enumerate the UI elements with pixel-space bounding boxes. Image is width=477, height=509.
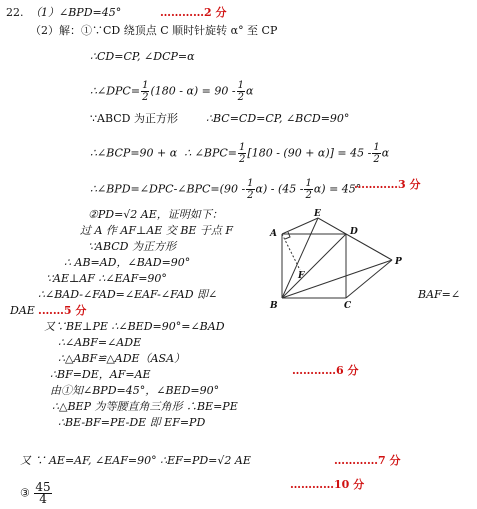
label-e: E bbox=[314, 209, 321, 219]
segment-ae bbox=[282, 218, 318, 234]
step-square: ∵ABCD 为正方形 bbox=[90, 112, 178, 125]
label-d: D bbox=[350, 227, 358, 237]
label-c: C bbox=[344, 301, 352, 311]
denominator: 2 bbox=[142, 92, 149, 103]
step-cd-cp: ∴CD=CP, ∠DCP=α bbox=[90, 50, 195, 63]
label-a: A bbox=[270, 229, 277, 239]
denominator: 2 bbox=[305, 190, 312, 201]
isosceles-right: ∴△BEP 为等腰直角三角形 ∴BE=PE bbox=[52, 400, 238, 413]
congruent-triangles: ∴△ABF≌△ADE（ASA） bbox=[58, 352, 186, 365]
step-angle-dpc bbox=[90, 80, 253, 103]
label-f: F bbox=[298, 271, 305, 281]
score-mark-3: …………3 分 bbox=[354, 178, 421, 191]
claim-pd: ②PD=√2 AE，证明如下： bbox=[88, 208, 223, 221]
text-seg: ∴ ∠BPC= bbox=[184, 146, 238, 160]
step-angle-bpc bbox=[90, 142, 389, 165]
segment-cp bbox=[346, 260, 392, 298]
label-b: B bbox=[270, 301, 278, 311]
fraction bbox=[304, 178, 312, 201]
text-seg: (90 - bbox=[219, 182, 246, 196]
numerator: 45 bbox=[35, 480, 51, 494]
score-mark-2: …………2 分 bbox=[160, 6, 227, 19]
score-mark-5: .……5 分 bbox=[38, 304, 87, 317]
denominator: 4 bbox=[39, 492, 47, 506]
text-seg: α) = 45° bbox=[313, 182, 362, 196]
fraction bbox=[34, 482, 51, 505]
denominator: 2 bbox=[373, 154, 380, 165]
step-bc-cd-cp: ∴BC=CD=CP, ∠BCD=90° bbox=[206, 112, 350, 125]
step-angle-bpd bbox=[90, 178, 361, 201]
from-part1: 由①知∠BPD=45°，∠BED=90° bbox=[50, 384, 220, 397]
text-seg: α bbox=[245, 84, 254, 98]
construct-af: 过 A 作 AF⊥AE 交 BE 于点 F bbox=[80, 224, 234, 237]
text-seg: ∴∠DPC= bbox=[90, 84, 141, 98]
ab-ad: ∴ AB=AD，∠BAD=90° bbox=[64, 256, 191, 269]
label-p: P bbox=[395, 257, 402, 267]
part1-answer: （1）∠BPD=45° bbox=[30, 6, 122, 19]
score-mark-6: …………6 分 bbox=[292, 364, 359, 377]
numerator: 1 bbox=[237, 80, 244, 91]
denominator: 2 bbox=[247, 190, 254, 201]
text-seg: (180 - α) = 90 - bbox=[150, 84, 236, 98]
angle-baf-tail: BAF=∠ bbox=[418, 288, 461, 301]
conclusion-line: 又 ∵ AE=AF, ∠EAF=90° ∴EF=PD=√2 AE bbox=[20, 454, 251, 467]
numerator: 1 bbox=[373, 142, 380, 153]
text-seg: [180 - (90 + α)] = 45 - bbox=[247, 146, 372, 160]
numerator: 1 bbox=[305, 178, 312, 189]
text-seg: α) - (45 - bbox=[255, 182, 304, 196]
fraction bbox=[141, 80, 149, 103]
fraction bbox=[237, 80, 245, 103]
angle-abf-ade: ∴∠ABF=∠ADE bbox=[58, 336, 142, 349]
segment-dp bbox=[346, 234, 392, 260]
text-seg: ∴∠BPD=∠DPC-∠BPC= bbox=[90, 182, 220, 196]
score-mark-10: …………10 分 bbox=[290, 478, 365, 491]
text-seg: α bbox=[381, 146, 390, 160]
question-number: 22. bbox=[6, 6, 24, 19]
be-perp-pe: 又∵BE⊥PE ∴∠BED=90°=∠BAD bbox=[44, 320, 225, 333]
fraction bbox=[238, 142, 246, 165]
score-mark-7: …………7 分 bbox=[334, 454, 401, 467]
part3-answer bbox=[20, 482, 53, 505]
numerator: 1 bbox=[239, 142, 246, 153]
bf-de: ∴BF=DE，AF=AE bbox=[50, 368, 151, 381]
text-seg: ∴∠BCP=90 + α bbox=[90, 146, 178, 160]
ae-perp-af: ∵AE⊥AF ∴∠EAF=90° bbox=[46, 272, 167, 285]
angle-dae: DAE bbox=[10, 304, 35, 317]
segment-be bbox=[282, 218, 318, 298]
numerator: 1 bbox=[247, 178, 254, 189]
ef-pd: ∴BE-BF=PE-DE 即 EF=PD bbox=[58, 416, 206, 429]
angle-subtract: ∴∠BAD-∠FAD=∠EAF-∠FAD 即∠ bbox=[38, 288, 218, 301]
segment-bd bbox=[282, 234, 346, 298]
denominator: 2 bbox=[237, 92, 244, 103]
circled-number: ③ bbox=[20, 486, 30, 500]
part2-intro: （2）解：①∵CD 绕顶点 C 顺时针旋转 α° 至 CP bbox=[30, 24, 278, 37]
denominator: 2 bbox=[239, 154, 246, 165]
fraction bbox=[372, 142, 380, 165]
geometry-diagram bbox=[262, 206, 412, 312]
square-given: ∵ABCD 为正方形 bbox=[88, 240, 176, 253]
numerator: 1 bbox=[142, 80, 149, 91]
fraction bbox=[246, 178, 254, 201]
right-angle-mark bbox=[285, 232, 290, 239]
